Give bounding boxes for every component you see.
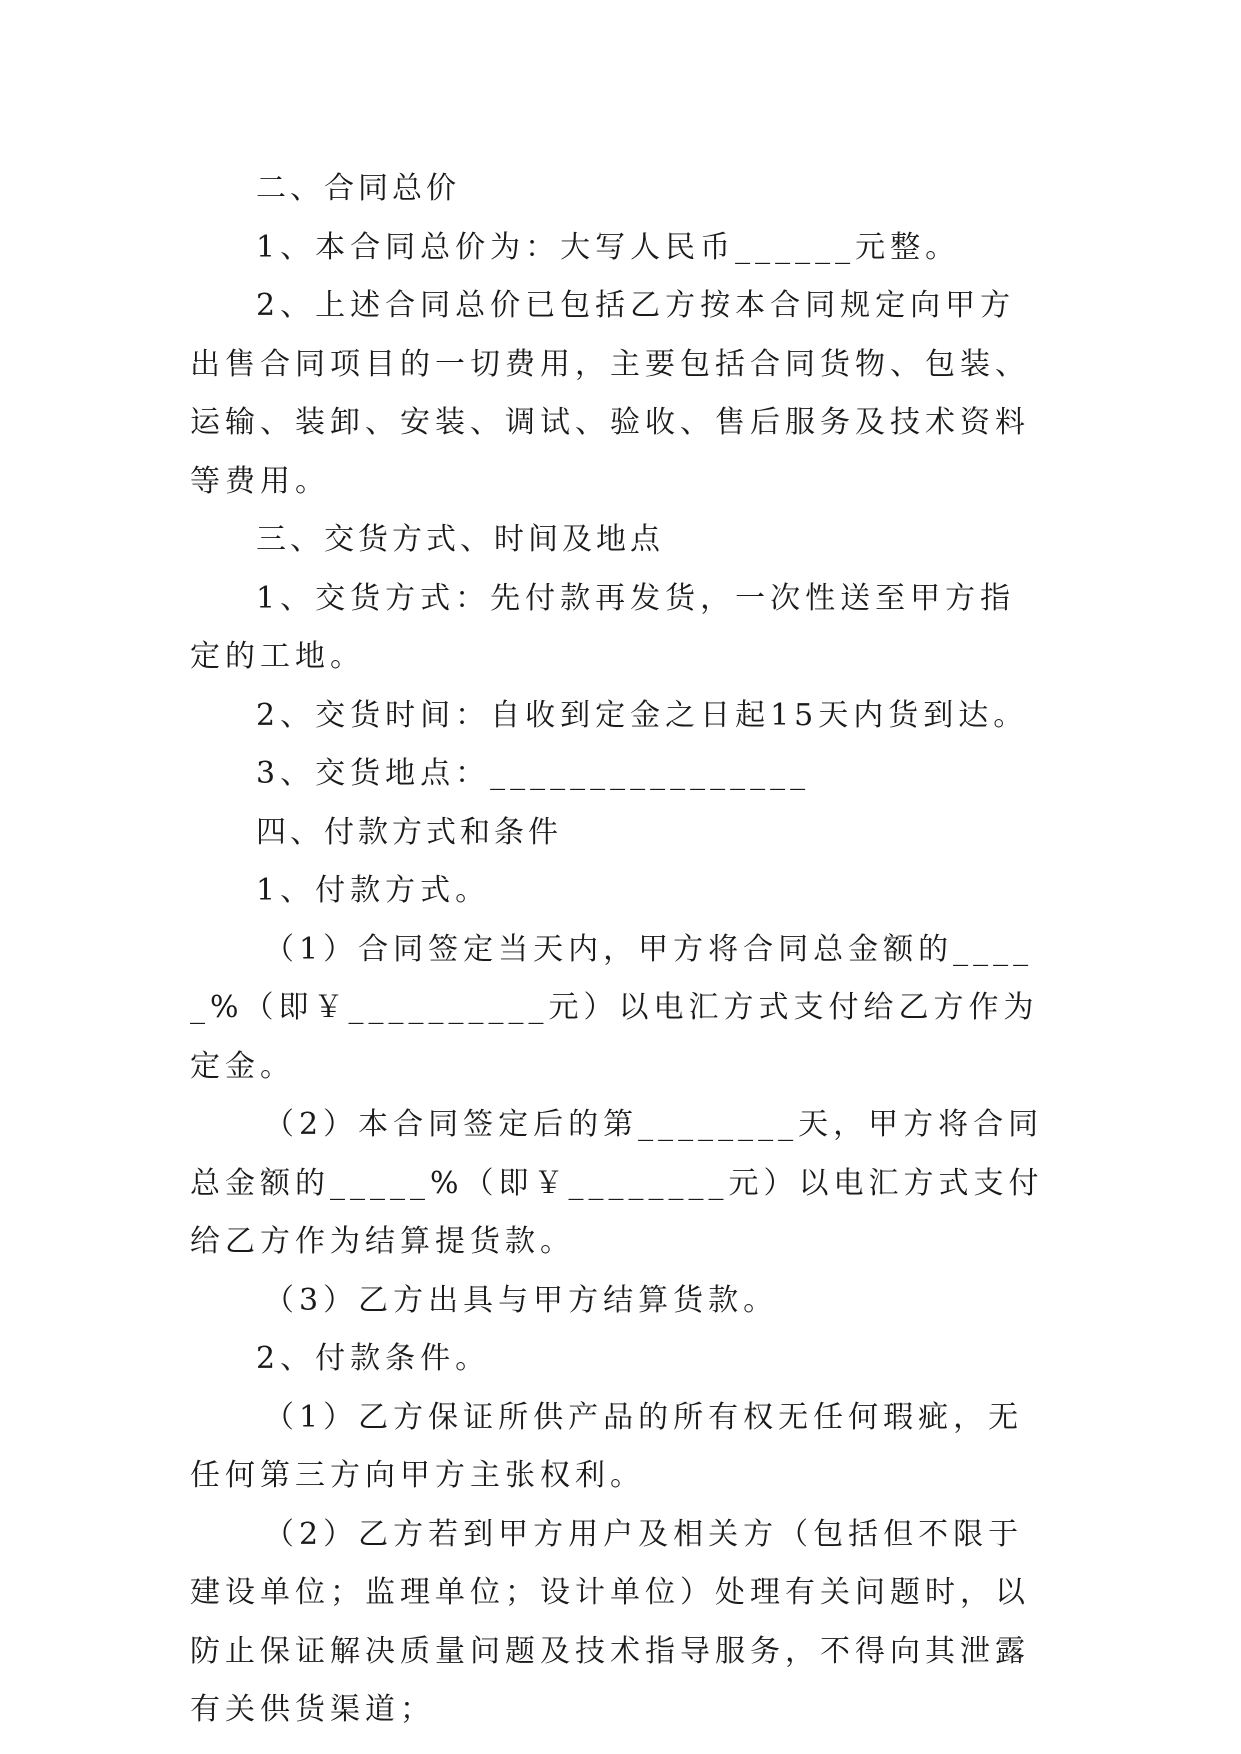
clause-delivery-location: 3、交货地点：________________ bbox=[256, 756, 811, 791]
clause-delivery-method: 1、交货方式：先付款再发货，一次性送至甲方指定的工地。 bbox=[190, 580, 1016, 674]
clause-price-inclusions: 2、上述合同总价已包括乙方按本合同规定向甲方出售合同项目的一切费用，主要包括合同货物、包装、运输、装卸、安装、调试、验收、售后服务及技术资料等费用。 bbox=[190, 288, 1030, 499]
section-heading-payment: 四、付款方式和条件 bbox=[256, 814, 562, 850]
clause-payment-settlement: （2）本合同签定后的第________天，甲方将合同总金额的_____%（即￥________元）以电汇方式支付给乙方作为结算提货款。 bbox=[190, 1107, 1044, 1259]
clause-delivery-time: 2、交货时间：自收到定金之日起15天内货到达。 bbox=[256, 697, 1029, 733]
section-heading-delivery: 三、交货方式、时间及地点 bbox=[256, 522, 664, 557]
document-body bbox=[190, 160, 1050, 1740]
clause-payment-deposit: （1）合同签定当天内，甲方将合同总金额的_____%（即￥__________元）以电汇方式支付给乙方作为定金。 bbox=[190, 931, 1039, 1084]
clause-condition-ownership: （1）乙方保证所供产品的所有权无任何瑕疵，无任何第三方向甲方主张权利。 bbox=[190, 1399, 1024, 1493]
clause-payment-conditions: 2、付款条件。 bbox=[256, 1341, 491, 1376]
clause-payment-invoice: （3）乙方出具与甲方结算货款。 bbox=[264, 1282, 779, 1318]
clause-payment-method: 1、付款方式。 bbox=[256, 873, 491, 908]
clause-condition-confidentiality: （2）乙方若到甲方用户及相关方（包括但不限于建设单位；监理单位；设计单位）处理有关问题时，以防止保证解决质量问题及技术指导服务，不得向其泄露有关供货渠道； bbox=[190, 1516, 1030, 1727]
section-heading-contract-price: 二、合同总价 bbox=[256, 171, 460, 206]
clause-total-price: 1、本合同总价为：大写人民币______元整。 bbox=[256, 229, 961, 265]
